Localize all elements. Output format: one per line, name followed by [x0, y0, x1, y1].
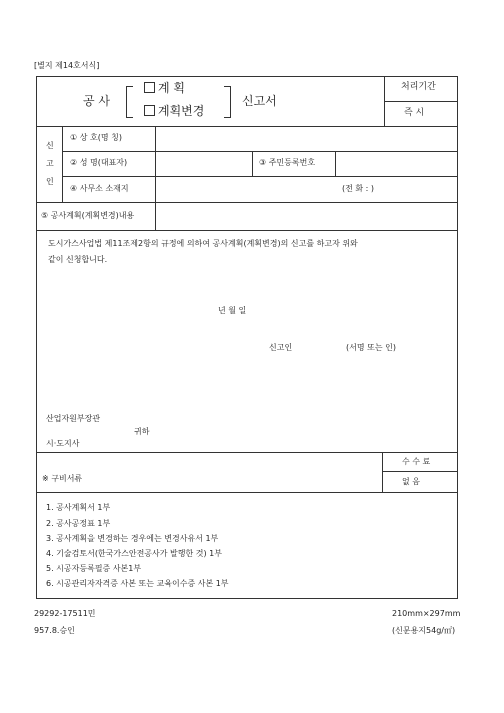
- field-work-plan-label: ⑤ 공사계획(계획변경)내용: [41, 211, 135, 220]
- divider: [155, 202, 156, 230]
- document-item: 1. 공사계획서 1부: [46, 503, 111, 512]
- divider: [62, 176, 458, 177]
- recipient-governor: 시·도지사: [46, 439, 80, 448]
- resident-number-field[interactable]: [338, 155, 454, 173]
- left-bracket: [126, 86, 133, 118]
- divider: [62, 151, 458, 152]
- footer-paper-size: 210mm×297mm: [392, 609, 461, 618]
- signature-label: (서명 또는 인): [346, 343, 396, 352]
- title-suffix: 신고서: [242, 94, 277, 108]
- footer-form-code: 29292-17511민: [34, 609, 96, 618]
- field-office-address-label: ④ 사무소 소재지: [70, 184, 129, 193]
- divider: [36, 452, 458, 453]
- fee-value: 없 음: [402, 477, 420, 486]
- field-resident-number-label: ③ 주민등록번호: [259, 158, 316, 167]
- divider: [155, 176, 156, 202]
- required-documents-header: ※ 구비서류: [42, 474, 83, 483]
- document-item: 5. 시공자등록필증 사본1부: [46, 564, 142, 573]
- title-option-change[interactable]: [144, 105, 204, 117]
- side-label-2: 고: [46, 159, 54, 168]
- document-item: 6. 시공관리자자격증 사본 또는 교육이수증 사본 1부: [46, 579, 229, 588]
- recipient-minister: 산업자원부장관: [46, 414, 101, 423]
- option-change-label: 계획변경: [158, 104, 205, 118]
- form-number: [별지 제14호서식]: [34, 61, 100, 70]
- footer-paper-type: (신문용지54g/㎡): [392, 626, 456, 635]
- title-prefix: 공 사: [83, 94, 110, 108]
- field-company-name-label: ① 상 호(명 칭): [70, 133, 122, 142]
- side-label-3: 인: [46, 177, 54, 186]
- title-option-plan[interactable]: [144, 82, 185, 94]
- divider: [382, 452, 383, 492]
- document-item: 4. 기술검토서(한국가스안전공사가 발행한 것) 1부: [46, 549, 222, 558]
- field-representative-label: ② 성 명(대표자): [70, 158, 128, 167]
- side-label-1: 신: [46, 141, 54, 150]
- declaration-line-2: 같이 신청합니다.: [48, 255, 108, 264]
- fee-header: 수 수 료: [402, 457, 431, 466]
- reporter-label: 신고인: [269, 343, 293, 352]
- divider: [335, 151, 336, 176]
- representative-field[interactable]: [158, 155, 248, 173]
- processing-period-value: 즉 시: [404, 108, 425, 118]
- divider: [62, 126, 63, 202]
- checkbox-change[interactable]: [144, 105, 155, 116]
- divider: [36, 202, 458, 203]
- divider: [384, 101, 458, 102]
- footer-approval: 957.8.승인: [34, 626, 75, 635]
- divider: [252, 151, 253, 176]
- declaration-line-1: 도시가스사업법 제11조제2항의 규정에 의하여 공사계획(계획변경)의 신고를 하고자 위와: [48, 239, 358, 248]
- office-address-field[interactable]: [158, 180, 333, 198]
- right-bracket: [224, 86, 231, 118]
- document-item: 3. 공사계획을 변경하는 경우에는 변경사유서 1부: [46, 534, 219, 543]
- option-plan-label: 계 획: [158, 81, 185, 95]
- divider: [36, 230, 458, 231]
- checkbox-plan[interactable]: [144, 82, 155, 93]
- divider: [36, 492, 458, 493]
- document-item: 2. 공사공정표 1부: [46, 519, 111, 528]
- phone-label: (전 화 : ): [342, 184, 375, 193]
- work-plan-field[interactable]: [158, 206, 454, 226]
- honorific: 귀하: [134, 427, 150, 436]
- divider: [36, 126, 458, 127]
- divider: [382, 471, 458, 472]
- date-line: 년 월 일: [218, 306, 247, 315]
- company-name-field[interactable]: [158, 130, 454, 148]
- processing-period-header: 처리기간: [401, 82, 436, 92]
